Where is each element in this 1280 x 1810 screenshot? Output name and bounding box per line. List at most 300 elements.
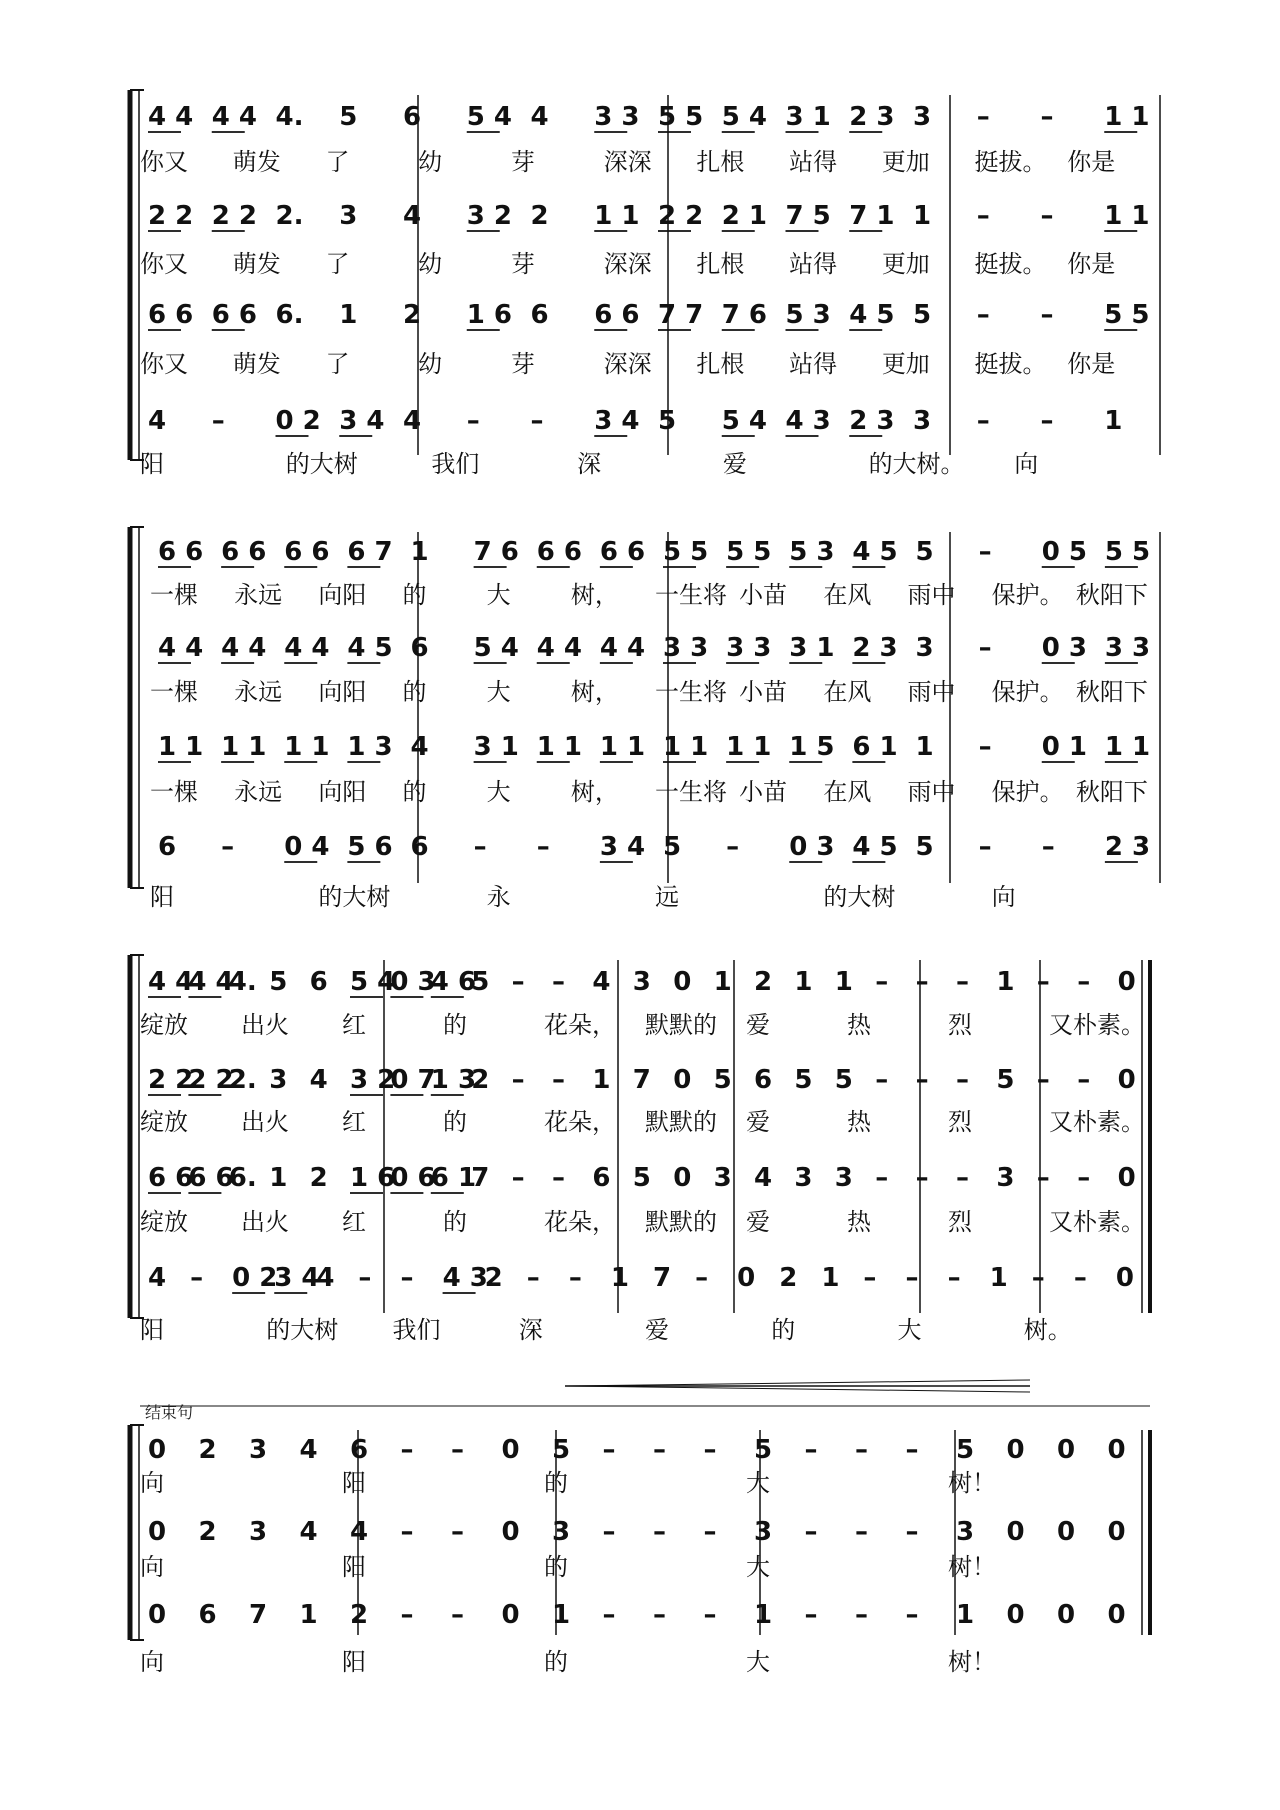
note-group: – xyxy=(978,832,992,862)
note-group: 7 xyxy=(653,1263,672,1293)
note-group: 5 xyxy=(471,967,490,997)
note-group: – xyxy=(211,406,225,436)
lyric-syllable: 深 xyxy=(577,450,602,478)
note-group: 3 4 xyxy=(339,406,385,436)
note-group: 5 4 xyxy=(721,102,767,132)
lyric-syllable: 大 xyxy=(746,1469,770,1497)
lyric-syllable: 树。 xyxy=(1023,1316,1072,1344)
note-group: 5 xyxy=(713,1065,732,1095)
note-group: 1 xyxy=(339,300,358,330)
lyric-syllable: 站得 xyxy=(789,350,838,378)
note-group: 0 xyxy=(1057,1600,1076,1630)
note-group: 6 6 xyxy=(211,300,257,330)
note-group: 4 4 xyxy=(188,967,234,997)
note-group: 0 7 xyxy=(390,1065,436,1095)
note-group: 2 xyxy=(403,300,422,330)
note-group: 6 6 xyxy=(221,537,267,567)
note-group: 3 1 xyxy=(785,102,831,132)
lyric-syllable: 你又 xyxy=(140,350,188,378)
note-group: 1 xyxy=(1104,406,1123,436)
note-group: – xyxy=(400,1435,414,1465)
note-group: 4 xyxy=(754,1163,773,1193)
lyric-syllable: 花朵， xyxy=(544,1011,616,1039)
note-group: 3 xyxy=(249,1435,268,1465)
note-group: 6 7 xyxy=(347,537,393,567)
score-system xyxy=(130,90,1160,478)
lyric-syllable: 站得 xyxy=(789,148,838,176)
lyric-syllable: 树， xyxy=(570,678,619,706)
lyric-syllable: 你又 xyxy=(140,250,188,278)
note-group: – xyxy=(855,1435,868,1465)
note-group: 1 1 xyxy=(599,732,646,762)
note-group: 5 xyxy=(834,1065,853,1095)
lyric-syllable: 一棵 xyxy=(150,678,198,706)
note-group: 1 xyxy=(989,1263,1008,1293)
note-group: 0 xyxy=(148,1517,167,1547)
note-group: 1 xyxy=(410,537,429,567)
note-group: 6 xyxy=(592,1163,611,1193)
note-group: 2 xyxy=(754,967,773,997)
note-group: – xyxy=(875,1065,889,1095)
note-group: – xyxy=(855,1600,868,1630)
note-group: 6 xyxy=(530,300,549,330)
lyric-syllable: 挺拔。 xyxy=(974,350,1047,378)
note-group: 4 4 xyxy=(148,967,194,997)
lyric-syllable: 幼 xyxy=(418,148,443,176)
note-group: – xyxy=(530,406,544,436)
note-group: 5 xyxy=(658,406,677,436)
note-group: – xyxy=(451,1517,464,1547)
lyric-syllable: 热 xyxy=(847,1108,871,1136)
note-group: – xyxy=(978,732,992,762)
note-group: 6 6 xyxy=(536,537,582,567)
lyric-syllable: 阳 xyxy=(140,1316,164,1344)
note-group: – xyxy=(653,1600,666,1630)
note-group: 0 3 xyxy=(390,967,436,997)
note-group: – xyxy=(703,1517,717,1547)
note-group: 1 xyxy=(821,1263,840,1293)
lyric-syllable: 阳 xyxy=(342,1469,366,1497)
lyric-syllable: 深深 xyxy=(603,350,652,378)
note-group: 1 xyxy=(610,1263,630,1293)
note-group: 2 xyxy=(530,201,549,231)
note-group: 0 2 xyxy=(232,1263,278,1293)
note-group: 1 1 xyxy=(536,732,582,762)
note-group: 3 3 xyxy=(594,102,640,132)
note-group: – xyxy=(947,1263,961,1293)
note-group: – xyxy=(602,1435,616,1465)
note-group: 4 xyxy=(316,1263,335,1293)
note-group: – xyxy=(602,1517,616,1547)
note-group: 1 xyxy=(592,1065,611,1095)
note-group: 0 1 xyxy=(1041,732,1087,762)
note-group: 2 3 xyxy=(1104,832,1151,862)
note-group: 1 xyxy=(552,1600,571,1630)
note-group: 7 6 xyxy=(721,300,767,330)
note-group: 3 4 xyxy=(594,406,640,436)
note-group: 4 xyxy=(592,967,611,997)
score-system xyxy=(130,955,1150,1344)
lyric-syllable: 向阳 xyxy=(318,778,367,806)
note-group: – xyxy=(526,1263,540,1293)
lyric-syllable: 了 xyxy=(325,250,350,278)
note-group: 7 1 xyxy=(849,201,895,231)
lyric-syllable: 永远 xyxy=(234,581,283,609)
lyric-syllable: 一生将 xyxy=(655,678,727,706)
note-group: 1 xyxy=(754,1600,773,1630)
note-group: 6 xyxy=(754,1065,773,1095)
lyric-syllable: 更加 xyxy=(881,350,930,378)
lyric-syllable: 芽 xyxy=(510,148,535,176)
note-group: 6 xyxy=(403,102,422,132)
note-group: 4. xyxy=(275,102,304,132)
lyric-syllable: 萌发 xyxy=(232,250,281,278)
note-group: 4 5 xyxy=(852,537,898,567)
note-group: 5 xyxy=(269,967,288,997)
note-group: 4 4 xyxy=(599,633,646,663)
note-group: 1 1 xyxy=(1104,732,1151,762)
note-group: – xyxy=(190,1263,204,1293)
note-group: – xyxy=(703,1435,717,1465)
note-group: 2 xyxy=(779,1263,798,1293)
note-group: – xyxy=(400,1600,414,1630)
note-group: 3 3 xyxy=(1104,633,1151,663)
lyric-syllable: 大 xyxy=(486,778,511,806)
note-group: – xyxy=(568,1263,582,1293)
lyric-syllable: 花朵， xyxy=(544,1108,616,1136)
note-group: 5 xyxy=(996,1065,1015,1095)
note-group: – xyxy=(804,1600,818,1630)
note-group: – xyxy=(1077,1065,1091,1095)
note-group: 4 xyxy=(403,201,422,231)
lyric-syllable: 向 xyxy=(991,883,1016,911)
note-group: – xyxy=(1040,102,1054,132)
lyric-syllable: 挺拔。 xyxy=(974,250,1047,278)
note-group: 0 5 xyxy=(1041,537,1087,567)
lyric-syllable: 芽 xyxy=(510,350,535,378)
lyric-syllable: 了 xyxy=(325,148,350,176)
note-group: 1 6 xyxy=(350,1163,396,1193)
lyric-syllable: 的大树 xyxy=(318,883,391,911)
note-group: 1 1 xyxy=(594,201,640,231)
note-group: 0 xyxy=(673,1065,692,1095)
note-group: – xyxy=(552,1065,565,1095)
note-group: 5 xyxy=(663,832,682,862)
note-group: 7 xyxy=(249,1600,268,1630)
note-group: 0 4 xyxy=(284,832,330,862)
note-group: 3 2 xyxy=(350,1065,396,1095)
note-group: 6 6 xyxy=(148,300,194,330)
note-group: – xyxy=(976,102,990,132)
note-group: 3 xyxy=(632,967,651,997)
note-group: 5 xyxy=(632,1163,651,1193)
note-group: 5 5 xyxy=(1104,537,1151,567)
note-group: – xyxy=(915,1163,929,1193)
note-group: 4 3 xyxy=(785,406,831,436)
lyric-syllable: 阳 xyxy=(140,450,164,478)
note-group: 2 1 xyxy=(721,201,767,231)
lyric-syllable: 小苗 xyxy=(739,678,788,706)
lyric-syllable: 大 xyxy=(486,678,511,706)
lyric-syllable: 树， xyxy=(570,778,619,806)
note-group: 4 xyxy=(403,406,422,436)
note-group: – xyxy=(1040,406,1054,436)
note-group: 7 xyxy=(471,1163,490,1193)
lyric-syllable: 的大树 xyxy=(266,1316,339,1344)
note-group: – xyxy=(602,1600,616,1630)
note-group: 3 xyxy=(713,1163,732,1193)
lyric-syllable: 一棵 xyxy=(150,581,198,609)
note-group: 3 xyxy=(552,1517,571,1547)
lyric-syllable: 幼 xyxy=(418,350,443,378)
note-group: – xyxy=(905,1435,919,1465)
note-group: – xyxy=(511,967,525,997)
note-group: – xyxy=(1040,300,1054,330)
note-group: 0 xyxy=(1006,1435,1025,1465)
lyric-syllable: 出火 xyxy=(241,1208,289,1236)
lyric-syllable: 的大树 xyxy=(823,883,896,911)
lyric-syllable: 向 xyxy=(140,1469,164,1497)
note-group: 2 2 xyxy=(658,201,704,231)
note-group: 4 xyxy=(299,1435,318,1465)
note-group: 2 3 xyxy=(849,406,895,436)
lyric-syllable: 你是 xyxy=(1067,250,1116,278)
lyric-syllable: 远 xyxy=(655,883,679,911)
note-group: – xyxy=(358,1263,372,1293)
lyric-syllable: 绽放 xyxy=(140,1108,188,1136)
note-group: 3 xyxy=(956,1517,975,1547)
lyric-syllable: 大 xyxy=(486,581,511,609)
note-group: 4 4 xyxy=(536,633,582,663)
note-group: 5 xyxy=(754,1435,773,1465)
lyric-syllable: 保护。 xyxy=(991,581,1064,609)
note-group: 0 xyxy=(737,1263,756,1293)
lyric-syllable: 一生将 xyxy=(655,778,727,806)
lyric-syllable: 雨中 xyxy=(907,678,956,706)
note-group: 6 6 xyxy=(148,1163,194,1193)
note-group: 3 xyxy=(834,1163,853,1193)
note-group: – xyxy=(726,832,740,862)
lyric-syllable: 的 xyxy=(443,1208,467,1236)
note-group: 1 1 xyxy=(1104,102,1150,132)
note-group: 0 3 xyxy=(1041,633,1087,663)
lyric-syllable: 爱 xyxy=(645,1316,669,1344)
note-group: 1 xyxy=(794,967,813,997)
note-group: – xyxy=(511,1065,525,1095)
note-group: 4. xyxy=(228,967,257,997)
note-group: 1 xyxy=(915,732,934,762)
note-group: 0 3 xyxy=(789,832,835,862)
note-group: – xyxy=(703,1600,717,1630)
lyric-syllable: 的 xyxy=(402,678,427,706)
lyric-syllable: 深深 xyxy=(603,250,652,278)
lyric-syllable: 向阳 xyxy=(318,678,367,706)
lyric-syllable: 更加 xyxy=(881,148,930,176)
note-group: 2. xyxy=(275,201,304,231)
note-group: – xyxy=(1031,1263,1045,1293)
note-group: 4 4 xyxy=(158,633,204,663)
note-group: 0 xyxy=(501,1517,520,1547)
note-group: 3 xyxy=(915,633,934,663)
lyric-syllable: 又朴素。 xyxy=(1049,1208,1145,1236)
lyric-syllable: 的 xyxy=(771,1316,796,1344)
note-group: – xyxy=(536,832,550,862)
note-group: 5 6 xyxy=(347,832,393,862)
note-group: 7 5 xyxy=(785,201,831,231)
note-group: 4 xyxy=(148,1263,167,1293)
note-group: – xyxy=(863,1263,877,1293)
note-group: – xyxy=(400,1517,414,1547)
score-system xyxy=(130,527,1160,911)
section-label: 结束句 xyxy=(145,1403,194,1422)
note-group: 3 2 xyxy=(466,201,512,231)
note-group: – xyxy=(915,1065,929,1095)
note-group: 7 xyxy=(632,1065,651,1095)
lyric-syllable: 我们 xyxy=(431,450,480,478)
lyric-syllable: 花朵， xyxy=(544,1208,616,1236)
note-group: 1 xyxy=(996,967,1015,997)
note-group: 4 5 xyxy=(849,300,895,330)
note-group: – xyxy=(1040,201,1054,231)
lyric-syllable: 烈 xyxy=(948,1208,972,1236)
lyric-syllable: 芽 xyxy=(510,250,535,278)
note-group: – xyxy=(905,1263,919,1293)
note-group: 5 4 xyxy=(473,633,519,663)
note-group: 0 xyxy=(148,1600,167,1630)
note-group: 5 xyxy=(913,300,932,330)
note-group: 0 xyxy=(1107,1517,1126,1547)
note-group: – xyxy=(855,1517,868,1547)
note-group: 1 xyxy=(834,967,853,997)
lyric-syllable: 扎根 xyxy=(696,148,745,176)
note-group: – xyxy=(653,1517,666,1547)
note-group: 6 6 xyxy=(594,300,640,330)
note-group: 1 1 xyxy=(221,732,267,762)
note-group: – xyxy=(451,1435,464,1465)
note-group: 0 xyxy=(673,967,692,997)
note-group: 0 xyxy=(1107,1600,1126,1630)
lyric-syllable: 的 xyxy=(402,778,427,806)
lyric-syllable: 大 xyxy=(897,1316,922,1344)
lyric-syllable: 向 xyxy=(140,1553,164,1581)
lyric-syllable: 红 xyxy=(342,1108,366,1136)
lyric-syllable: 一棵 xyxy=(150,778,198,806)
note-group: 3 4 xyxy=(599,832,646,862)
note-group: – xyxy=(466,406,480,436)
score-system xyxy=(130,1380,1150,1676)
lyric-syllable: 默默的 xyxy=(645,1108,717,1136)
note-group: – xyxy=(956,1163,969,1193)
lyric-syllable: 深 xyxy=(518,1316,543,1344)
note-group: 4 xyxy=(309,1065,328,1095)
lyric-syllable: 雨中 xyxy=(907,581,956,609)
lyric-syllable: 树， xyxy=(570,581,619,609)
note-group: 4 4 xyxy=(211,102,257,132)
lyric-syllable: 秋阳下 xyxy=(1075,778,1148,806)
note-group: 1 xyxy=(956,1600,975,1630)
lyric-syllable: 出火 xyxy=(241,1011,289,1039)
lyric-syllable: 萌发 xyxy=(232,148,281,176)
lyric-syllable: 雨中 xyxy=(907,778,956,806)
note-group: 6 xyxy=(410,832,429,862)
lyric-syllable: 的 xyxy=(402,581,427,609)
note-group: 0 xyxy=(1117,1163,1136,1193)
lyric-syllable: 红 xyxy=(342,1011,366,1039)
note-group: – xyxy=(1036,1065,1050,1095)
note-group: 2 xyxy=(198,1435,217,1465)
note-group: 4 4 xyxy=(148,102,194,132)
note-group: 0 xyxy=(1006,1517,1025,1547)
lyric-syllable: 的大树 xyxy=(285,450,358,478)
note-group: – xyxy=(221,832,235,862)
note-group: 5 3 xyxy=(785,300,831,330)
note-group: 1 6 xyxy=(466,300,512,330)
note-group: 4 3 xyxy=(442,1263,488,1293)
note-group: – xyxy=(976,300,990,330)
lyric-syllable: 默默的 xyxy=(645,1011,717,1039)
note-group: 2 2 xyxy=(188,1065,234,1095)
note-group: 3 xyxy=(913,102,932,132)
note-group: 4 4 xyxy=(284,633,330,663)
note-group: 5 3 xyxy=(789,537,835,567)
lyric-syllable: 更加 xyxy=(881,250,930,278)
lyric-syllable: 永远 xyxy=(234,778,283,806)
lyric-syllable: 萌发 xyxy=(232,350,281,378)
lyric-syllable: 小苗 xyxy=(739,581,788,609)
note-group: 5 4 xyxy=(466,102,512,132)
note-group: – xyxy=(956,1065,969,1095)
note-group: 3 3 xyxy=(726,633,772,663)
lyric-syllable: 热 xyxy=(847,1208,871,1236)
note-group: 6 xyxy=(198,1600,217,1630)
note-group: 6 1 xyxy=(852,732,898,762)
note-group: 6. xyxy=(275,300,304,330)
note-group: – xyxy=(1077,1163,1091,1193)
lyric-syllable: 秋阳下 xyxy=(1075,678,1148,706)
note-group: – xyxy=(978,633,992,663)
note-group: 4 4 xyxy=(221,633,267,663)
note-group: 0 xyxy=(1115,1263,1135,1293)
note-group: 5 xyxy=(915,832,934,862)
lyric-syllable: 的 xyxy=(443,1108,467,1136)
note-group: – xyxy=(552,967,565,997)
note-group: 5 xyxy=(339,102,358,132)
note-group: 1 3 xyxy=(347,732,393,762)
lyric-syllable: 挺拔。 xyxy=(974,148,1047,176)
note-group: – xyxy=(905,1600,919,1630)
note-group: 6 6 xyxy=(188,1163,234,1193)
note-group: 2 3 xyxy=(849,102,895,132)
note-group: 1 xyxy=(299,1600,318,1630)
note-group: – xyxy=(956,967,969,997)
lyric-syllable: 大 xyxy=(746,1553,770,1581)
note-group: 5 5 xyxy=(726,537,772,567)
lyric-syllable: 绽放 xyxy=(140,1208,188,1236)
note-group: – xyxy=(804,1517,818,1547)
lyric-syllable: 红 xyxy=(342,1208,366,1236)
note-group: 2 xyxy=(309,1163,328,1193)
note-group: 5 5 xyxy=(1104,300,1150,330)
note-group: 0 6 xyxy=(390,1163,436,1193)
note-group: – xyxy=(511,1163,525,1193)
note-group: 1 xyxy=(913,201,932,231)
note-group: – xyxy=(1036,1163,1050,1193)
note-group: 7 6 xyxy=(473,537,519,567)
lyric-syllable: 在风 xyxy=(823,678,872,706)
note-group: 0 2 xyxy=(275,406,321,436)
note-group: 4 xyxy=(410,732,429,762)
note-group: – xyxy=(653,1435,666,1465)
